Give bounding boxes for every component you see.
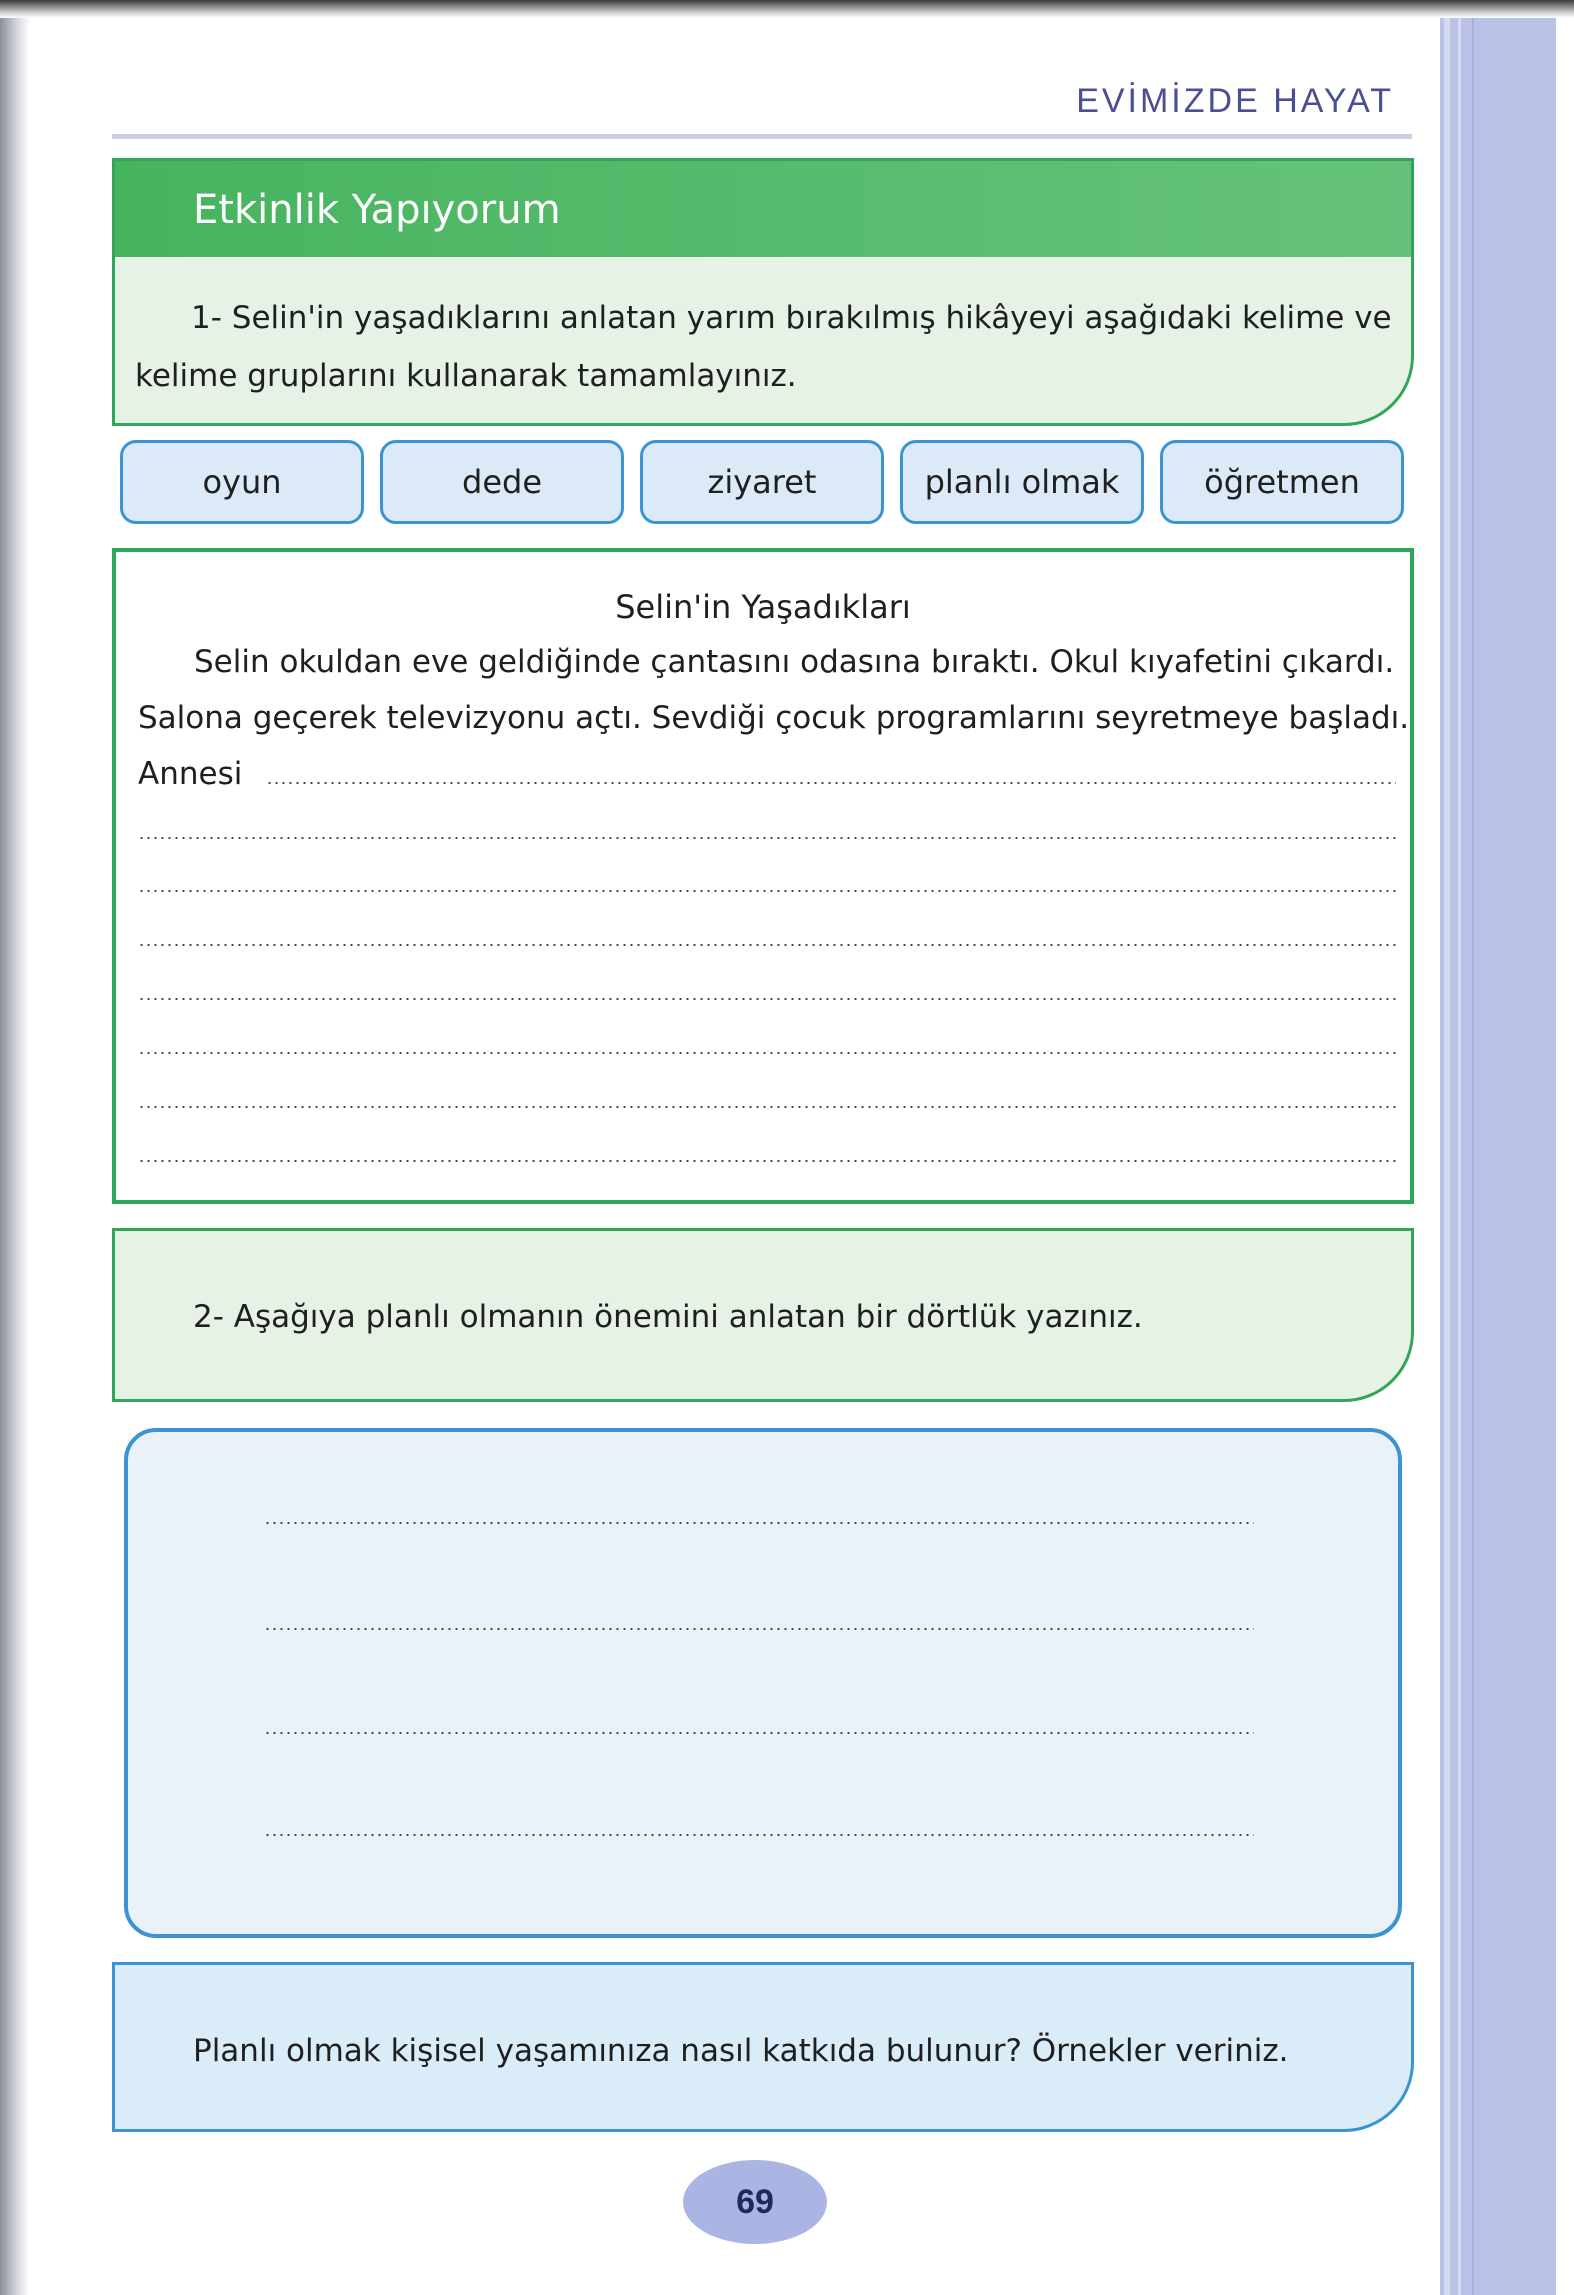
page-top-shadow [0, 0, 1574, 18]
writing-line[interactable] [138, 1106, 1396, 1108]
activity-section [112, 158, 1414, 426]
writing-line[interactable] [138, 998, 1396, 1000]
reflection-question: Planlı olmak kişisel yaşamınıza nasıl katkıda bulunur? Örnekler veriniz. [193, 2033, 1289, 2069]
page-binding-shadow [0, 0, 30, 2295]
writing-line[interactable] [138, 1052, 1396, 1054]
unit-title: EVİMİZDE HAYAT [1076, 82, 1394, 120]
word-box-ziyaret: ziyaret [640, 440, 884, 524]
story-line-3: Annesi [138, 756, 243, 792]
word-box-oyun: oyun [120, 440, 364, 524]
word-bank [120, 440, 1410, 526]
word-box-ogretmen: öğretmen [1160, 440, 1404, 524]
story-line-2: Salona geçerek televizyonu açtı. Sevdiği çocuk programlarını seyretmeye başladı. [138, 700, 1410, 736]
story-title: Selin'in Yaşadıkları [615, 588, 911, 626]
activity-title: Etkinlik Yapıyorum [193, 187, 561, 233]
poem-writing-box [124, 1428, 1402, 1938]
question-2-section [112, 1228, 1414, 1402]
story-line-1: Selin okuldan eve geldiğinde çantasını odasına bıraktı. Okul kıyafetini çıkardı. [194, 644, 1395, 680]
writing-line[interactable] [264, 1628, 1254, 1630]
question-1-text: 1- Selin'in yaşadıklarını anlatan yarım bırakılmış hikâyeyi aşağıdaki kelime ve kelime gruplarını kullanarak tamamlayınız. [135, 300, 1392, 394]
question-2-text: 2- Aşağıya planlı olmanın önemini anlatan bir dörtlük yazınız. [193, 1299, 1143, 1335]
writing-line[interactable] [138, 837, 1396, 839]
writing-line[interactable] [264, 1522, 1254, 1524]
header-rule [112, 134, 1412, 139]
writing-line[interactable] [138, 1160, 1396, 1162]
word-box-planli-olmak: planlı olmak [900, 440, 1144, 524]
writing-line[interactable] [264, 1732, 1254, 1734]
word-box-dede: dede [380, 440, 624, 524]
activity-header [115, 161, 1411, 257]
writing-line[interactable] [138, 944, 1396, 946]
reflection-section [112, 1962, 1414, 2132]
page-number: 69 [683, 2160, 827, 2244]
writing-line[interactable] [266, 782, 1396, 784]
story-box [112, 548, 1414, 1204]
writing-line[interactable] [264, 1834, 1254, 1836]
writing-line[interactable] [138, 890, 1396, 892]
page-side-band [1440, 18, 1574, 2295]
